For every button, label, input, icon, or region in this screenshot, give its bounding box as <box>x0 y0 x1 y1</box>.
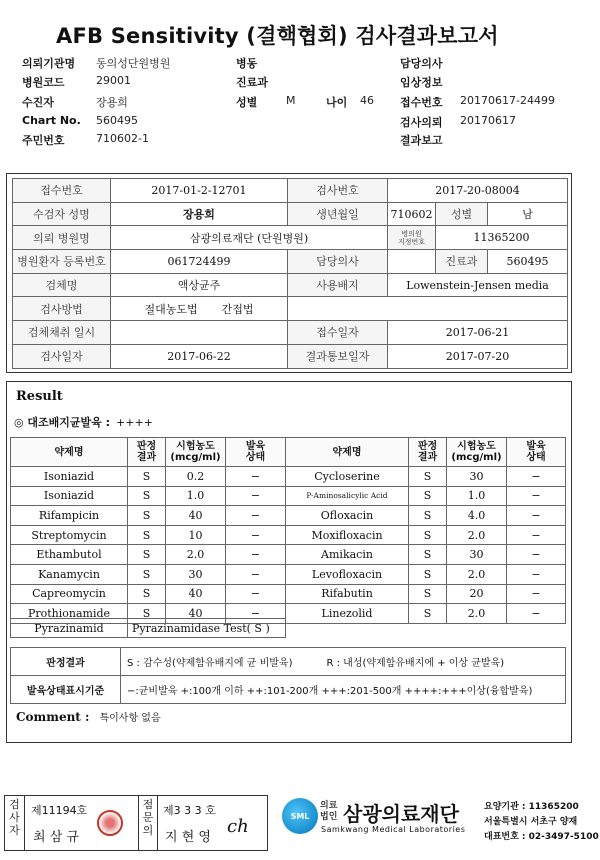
table-row <box>13 297 568 321</box>
verdict-header-2: 결과 <box>136 452 157 463</box>
drug-verdict-cell: S <box>128 545 166 565</box>
header-label: 수진자 <box>22 96 54 109</box>
drug-conc-cell: 1.0 <box>166 486 226 506</box>
control-growth <box>14 414 153 430</box>
drug-verdict-cell: S <box>128 604 166 624</box>
drug-drug-cell: Ofloxacin <box>286 506 409 526</box>
drug-growth-cell: − <box>507 604 566 624</box>
dept-label: 진료과 <box>436 250 488 274</box>
dept: 560495 <box>488 250 568 274</box>
org-name-en: Samkwang Medical Laboratories <box>321 825 466 834</box>
drug-verdict-cell: S <box>409 506 447 526</box>
hospital-code: 11365200 <box>436 226 568 250</box>
drug-growth-cell: − <box>226 604 286 624</box>
drug-verdict-cell: S <box>409 486 447 506</box>
comment-text: 특이사항 없음 <box>99 713 161 724</box>
table-row <box>13 179 568 203</box>
header-label: 병동 <box>236 57 258 70</box>
drug-conc-cell: 20 <box>447 584 507 604</box>
conc-header-2: (mcg/ml) <box>451 452 502 463</box>
growth-header <box>226 438 286 467</box>
drug-drug-cell: Amikacin <box>286 545 409 565</box>
table-row <box>11 619 286 638</box>
received-label: 접수일자 <box>288 321 388 345</box>
reg-no: 061724499 <box>111 250 288 274</box>
signature: ch <box>227 816 249 837</box>
specimen-label: 검체명 <box>13 273 111 297</box>
growth-header-2: 상태 <box>245 452 266 463</box>
header-value: 동의성단원병원 <box>96 57 171 70</box>
method-a: 절대농도법 <box>144 302 198 316</box>
notified-label: 결과통보일자 <box>288 344 388 368</box>
conc-header <box>166 438 226 467</box>
org-name: 삼광의료재단 <box>343 802 459 826</box>
drug-verdict-cell: S <box>409 467 447 487</box>
header-label: 검사의뢰 <box>400 116 443 129</box>
drug-conc-cell: 10 <box>166 525 226 545</box>
drug-drug-cell: Linezolid <box>286 604 409 624</box>
drug-drug-cell: Ethambutol <box>11 545 128 565</box>
drug-conc-cell: 30 <box>447 545 507 565</box>
header-label: 결과보고 <box>400 134 443 147</box>
specimen: 액상균주 <box>111 273 288 297</box>
drug-growth-cell: − <box>507 564 566 584</box>
report-title: AFB Sensitivity (결핵협회) 검사결과보고서 <box>56 24 499 48</box>
header-label: 진료과 <box>236 76 268 89</box>
drug-growth-cell: − <box>507 506 566 526</box>
pyrazinamid-drug: Pyrazinamid <box>11 619 128 638</box>
tester-label <box>5 796 25 850</box>
header-value: 46 <box>360 94 374 107</box>
hospital: 삼광의료재단 (단원병원) <box>111 226 388 250</box>
reviewer-label-text: 점문의 <box>142 798 154 837</box>
growth-legend-text: −:균비발육 +:100개 이하 ++:101-200개 +++:201-500개 ++++:+++이상(융합발육) <box>121 676 566 704</box>
table-header-row <box>11 438 566 467</box>
drug-drug-cell: Rifabutin <box>286 584 409 604</box>
sex: 남 <box>488 202 568 226</box>
drug-table <box>10 437 566 624</box>
pyrazinamid-test: Pyrazinamidase Test( S ) <box>128 619 286 638</box>
drug-drug-cell: Kanamycin <box>11 564 128 584</box>
drug-conc-cell: 1.0 <box>447 486 507 506</box>
drug-growth-cell: − <box>226 506 286 526</box>
reg-no-label: 병원환자 등록번호 <box>13 250 111 274</box>
drug-drug-cell: Isoniazid <box>11 467 128 487</box>
drug-conc-cell: 0.2 <box>166 467 226 487</box>
reviewer-name: 지 현 영 <box>165 830 211 845</box>
drug-conc-cell: 2.0 <box>447 564 507 584</box>
drug-growth-cell: − <box>226 564 286 584</box>
drug-drug-cell: Cycloserine <box>286 467 409 487</box>
drug-growth-cell: − <box>226 486 286 506</box>
org-info <box>484 800 599 845</box>
drug-growth-cell: − <box>507 467 566 487</box>
table-row <box>13 344 568 368</box>
hospital-label: 의뢰 병원명 <box>13 226 111 250</box>
header-label: 접수번호 <box>400 96 443 109</box>
comment-label: Comment : <box>16 710 90 724</box>
control-label: ◎ 대조배지균발육 : <box>14 416 111 429</box>
received: 2017-06-21 <box>388 321 568 345</box>
header-value: 장용희 <box>96 96 128 109</box>
table-row <box>13 321 568 345</box>
tester-label-text: 검사자 <box>9 798 20 837</box>
drug-drug-cell: Prothionamide <box>11 604 128 624</box>
growth-legend-label: 발육상태표시기준 <box>11 676 121 704</box>
drug-conc-cell: 4.0 <box>447 506 507 526</box>
verdict-legend-label: 판정결과 <box>11 648 121 676</box>
comment <box>16 709 161 724</box>
drug-conc-cell: 2.0 <box>166 545 226 565</box>
drug-growth-cell: − <box>507 545 566 565</box>
drug-growth-cell: − <box>507 486 566 506</box>
hospital-code-label-1: 병의원 <box>401 229 422 238</box>
drug-conc-cell: 40 <box>166 506 226 526</box>
blank-cell <box>288 297 568 321</box>
header-label: 병원코드 <box>22 76 65 89</box>
growth-header-1: 발육 <box>526 441 546 452</box>
legend-table <box>10 647 566 704</box>
drug-drug-cell: Rifampicin <box>11 506 128 526</box>
table-row <box>13 250 568 274</box>
seal-stamp-icon <box>97 810 123 836</box>
verdict-legend-r: R : 내성(약제함유배지에 + 이상 균발육) <box>321 648 566 676</box>
org-prefix-2: 법인 <box>320 812 338 822</box>
verdict-legend-s: S : 감수성(약제함유배지에 균 비발육) <box>121 648 321 676</box>
sml-logo-icon: SML <box>282 798 318 834</box>
table-row <box>11 648 566 676</box>
org-prefix-1: 의료 <box>320 801 338 811</box>
collect <box>111 321 288 345</box>
drug-header: 약제명 <box>11 438 128 467</box>
header-value: 29001 <box>96 74 131 87</box>
result-title: Result <box>16 389 63 404</box>
drug-conc-cell: 2.0 <box>447 604 507 624</box>
drug-conc-cell: 2.0 <box>447 525 507 545</box>
hospital-code-label-2: 지정번호 <box>397 237 426 246</box>
birth-label: 생년월일 <box>288 202 388 226</box>
drug-drug-cell: Moxifloxacin <box>286 525 409 545</box>
table-row <box>11 525 566 545</box>
receipt-no-label: 접수번호 <box>13 179 111 203</box>
patient-name: 장용희 <box>111 202 288 226</box>
drug-table-body <box>11 467 566 624</box>
header-label: 의뢰기관명 <box>22 57 76 70</box>
test-no: 2017-20-08004 <box>388 179 568 203</box>
drug-verdict-cell: S <box>409 584 447 604</box>
medium-label: 사용배지 <box>288 273 388 297</box>
reviewer-label <box>138 796 158 850</box>
drug-verdict-cell: S <box>409 564 447 584</box>
tester-no: 제11194호 <box>31 804 88 817</box>
verdict-header <box>409 438 447 467</box>
conc-header-1: 시험농도 <box>176 441 215 452</box>
growth-header-2: 상태 <box>526 452 546 463</box>
drug-drug-cell: Streptomycin <box>11 525 128 545</box>
drug-verdict-cell: S <box>128 506 166 526</box>
org-prefix <box>320 801 337 823</box>
growth-header-1: 발육 <box>245 441 266 452</box>
table-row <box>11 486 566 506</box>
header-value: 560495 <box>96 114 138 127</box>
header-info <box>22 55 582 151</box>
drug-verdict-cell: S <box>128 486 166 506</box>
verdict-header-1: 판정 <box>136 441 157 452</box>
table-row <box>11 584 566 604</box>
table-row <box>11 564 566 584</box>
doctor-label: 담당의사 <box>288 250 388 274</box>
conc-header-1: 시험농도 <box>457 441 496 452</box>
org-info-line: 서울특별시 서초구 양재 <box>484 817 578 827</box>
request-table <box>12 178 568 369</box>
drug-drug-cell: Levofloxacin <box>286 564 409 584</box>
doctor <box>388 250 436 274</box>
test-no-label: 검사번호 <box>288 179 388 203</box>
drug-conc-cell: 30 <box>447 467 507 487</box>
table-row <box>11 545 566 565</box>
sex-label: 성별 <box>436 202 488 226</box>
drug-verdict-cell: S <box>128 467 166 487</box>
drug-drug-cell: Isoniazid <box>11 486 128 506</box>
signature-box <box>4 795 268 851</box>
table-row <box>13 226 568 250</box>
drug-conc-cell: 40 <box>166 584 226 604</box>
method-b: 간접법 <box>221 302 254 316</box>
control-value: ++++ <box>116 416 153 429</box>
hospital-code-label <box>388 226 436 250</box>
header-label: 담당의사 <box>400 57 443 70</box>
verdict-header-2: 결과 <box>417 452 438 463</box>
drug-verdict-cell: S <box>128 564 166 584</box>
drug-verdict-cell: S <box>409 604 447 624</box>
method <box>111 297 288 321</box>
drug-growth-cell: − <box>226 545 286 565</box>
header-label: 임상정보 <box>400 76 443 89</box>
reviewer-no: 제3 3 3 호 <box>163 804 216 817</box>
header-label: Chart No. <box>22 114 81 127</box>
drug-growth-cell: − <box>226 584 286 604</box>
header-value: M <box>286 94 296 107</box>
drug-drug-cell: P-Aminosalicylic Acid <box>286 486 409 506</box>
drug-conc-cell: 30 <box>166 564 226 584</box>
drug-verdict-cell: S <box>128 525 166 545</box>
verdict-header-1: 판정 <box>417 441 438 452</box>
tested: 2017-06-22 <box>111 344 288 368</box>
drug-header: 약제명 <box>286 438 409 467</box>
collect-label: 검체채취 일시 <box>13 321 111 345</box>
receipt-no: 2017-01-2-12701 <box>111 179 288 203</box>
drug-verdict-cell: S <box>128 584 166 604</box>
tester-name: 최 삼 규 <box>33 830 79 845</box>
drug-verdict-cell: S <box>409 545 447 565</box>
drug-growth-cell: − <box>226 467 286 487</box>
header-value: 20170617-24499 <box>460 94 555 107</box>
notified: 2017-07-20 <box>388 344 568 368</box>
drug-conc-cell: 40 <box>166 604 226 624</box>
org-info-line: 대표번호 : 02-3497-5100 <box>484 832 599 842</box>
birth: 710602 <box>388 202 436 226</box>
patient-name-label: 수검자 성명 <box>13 202 111 226</box>
conc-header <box>447 438 507 467</box>
growth-header <box>507 438 566 467</box>
header-label: 나이 <box>326 96 348 109</box>
drug-verdict-cell: S <box>409 525 447 545</box>
verdict-header <box>128 438 166 467</box>
table-row <box>13 273 568 297</box>
tested-label: 검사일자 <box>13 344 111 368</box>
method-label: 검사방법 <box>13 297 111 321</box>
drug-drug-cell: Capreomycin <box>11 584 128 604</box>
drug-growth-cell: − <box>226 525 286 545</box>
drug-growth-cell: − <box>507 525 566 545</box>
table-row <box>11 676 566 704</box>
org-info-line: 요양기관 : 11365200 <box>484 802 579 812</box>
table-row <box>11 506 566 526</box>
table-row <box>13 202 568 226</box>
header-label: 주민번호 <box>22 134 65 147</box>
header-value: 20170617 <box>460 114 516 127</box>
medium: Lowenstein-Jensen media <box>388 273 568 297</box>
drug-growth-cell: − <box>507 584 566 604</box>
header-label: 성별 <box>236 96 258 109</box>
table-row <box>11 467 566 487</box>
conc-header-2: (mcg/ml) <box>170 452 221 463</box>
pyrazinamid-row <box>10 618 286 638</box>
header-value: 710602-1 <box>96 132 149 145</box>
